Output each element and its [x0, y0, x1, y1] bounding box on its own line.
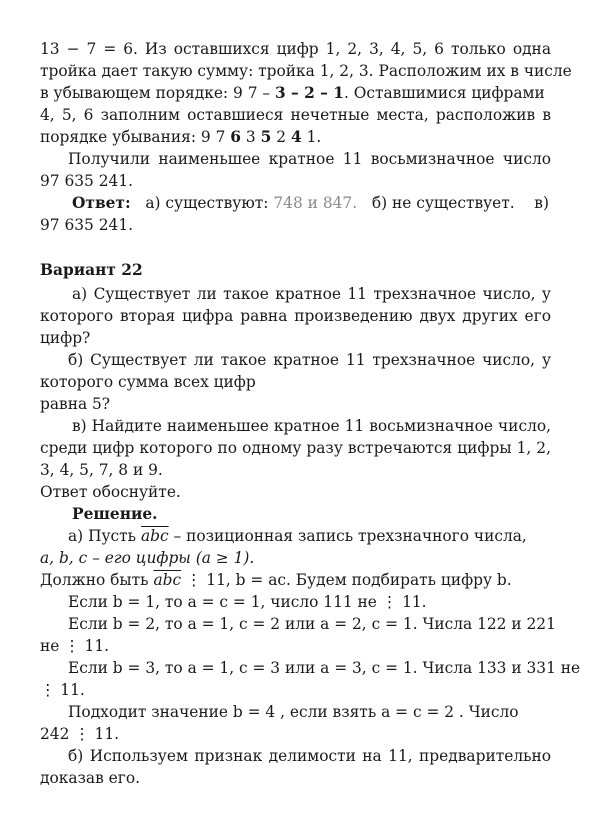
- digit-5: 5: [260, 128, 272, 146]
- question-b-line-2: которого сумма всех цифр: [40, 373, 256, 391]
- answer-number-1: 748: [273, 194, 303, 212]
- answer-part-a: а) существуют:: [145, 194, 269, 212]
- solution-line-4: Если b = 1, то a = c = 1, число 111 не ⋮ 11.: [68, 593, 427, 611]
- question-b-line-3: равна 5?: [40, 395, 111, 413]
- intro-line-5-start: порядке убывания: 9 7: [40, 128, 226, 146]
- solution-line-5: Если b = 2, то a = 1, c = 2 или a = 2, c = 1. Числа 122 и 221: [68, 615, 556, 633]
- solution-line-1: [68, 525, 551, 547]
- answer-number-2: 847.: [322, 194, 358, 212]
- intro-line-1: 13 − 7 = 6. Из оставшихся цифр 1, 2, 3, 4, 5, 6 только одна: [40, 40, 551, 58]
- solution-title: Решение.: [72, 505, 158, 523]
- intro-line-4: 4, 5, 6 заполним оставшиеся нечетные места, расположив в: [40, 106, 551, 124]
- intro-line-5: [40, 126, 551, 148]
- intro-line-2: тройка дает такую сумму: тройка 1, 2, 3. Расположим их в числе: [40, 62, 572, 80]
- question-a-line-2: которого вторая цифра равна произведению двух других его: [40, 307, 551, 325]
- intro-line-7: 97 635 241.: [40, 172, 134, 190]
- solution-line-3: [40, 569, 551, 591]
- abc-overline-2: $\overline{abc}$: [153, 571, 182, 589]
- variant-title: Вариант 22: [40, 261, 143, 279]
- solution-line-9: Подходит значение b = 4 , если взять a = c = 2 . Число: [68, 703, 519, 721]
- digit-3: 3: [245, 128, 256, 146]
- question-a-line-3: цифр?: [40, 329, 91, 347]
- solution-line-3-start: Должно быть: [40, 571, 149, 589]
- answer-part-b: б) не существует.: [371, 194, 515, 212]
- solution-line-6: не ⋮ 11.: [40, 637, 110, 655]
- answer-and: и: [307, 194, 318, 212]
- question-a-line-1: а) Существует ли такое кратное 11 трехзначное число, у: [72, 285, 551, 303]
- intro-line-3-end: . Оставшимися цифрами: [343, 84, 545, 102]
- intro-line-3-start: в убывающем порядке: 9 7 –: [40, 84, 271, 102]
- intro-line-3: [40, 82, 551, 104]
- solution-line-11: б) Используем признак делимости на 11, предварительно: [68, 747, 551, 765]
- abc-overline: $\overline{abc}$: [140, 527, 169, 545]
- answer-line: [72, 192, 551, 214]
- question-c-line-3: 3, 4, 5, 7, 8 и 9.: [40, 461, 163, 479]
- solution-line-2: a, b, c – его цифры (a ≥ 1).: [40, 549, 255, 567]
- solution-line-1-end: – позиционная запись трехзначного числа,: [173, 527, 527, 545]
- solution-line-8: ⋮ 11.: [40, 681, 85, 699]
- digit-6: 6: [230, 128, 241, 146]
- answer-line-2: 97 635 241.: [40, 216, 134, 234]
- question-c-line-1: в) Найдите наименьшее кратное 11 восьмизначное число,: [72, 417, 551, 435]
- answer-part-c: в): [534, 194, 549, 212]
- digit-4: 4: [290, 128, 302, 146]
- solution-line-7: Если b = 3, то a = 1, c = 3 или a = 3, c = 1. Числа 133 и 331 не: [68, 659, 581, 677]
- solution-line-3-end: ⋮ 11, b = ac. Будем подбирать цифру b.: [186, 571, 512, 589]
- question-c-line-2: среди цифр которого по одному разу встречаются цифры 1, 2,: [40, 439, 551, 457]
- digit-1: 1.: [306, 128, 322, 146]
- solution-line-10: 242 ⋮ 11.: [40, 725, 120, 743]
- digit-2: 2: [276, 128, 287, 146]
- question-c-line-4: Ответ обоснуйте.: [40, 483, 181, 501]
- intro-line-6: Получили наименьшее кратное 11 восьмизначное число: [68, 150, 551, 168]
- solution-line-1-start: а) Пусть: [68, 527, 137, 545]
- solution-line-12: доказав его.: [40, 769, 140, 787]
- intro-line-3-bold: 3 – 2 – 1: [274, 84, 344, 102]
- answer-label: Ответ:: [72, 194, 131, 212]
- question-b-line-1: б) Существует ли такое кратное 11 трехзначное число, у: [68, 351, 551, 369]
